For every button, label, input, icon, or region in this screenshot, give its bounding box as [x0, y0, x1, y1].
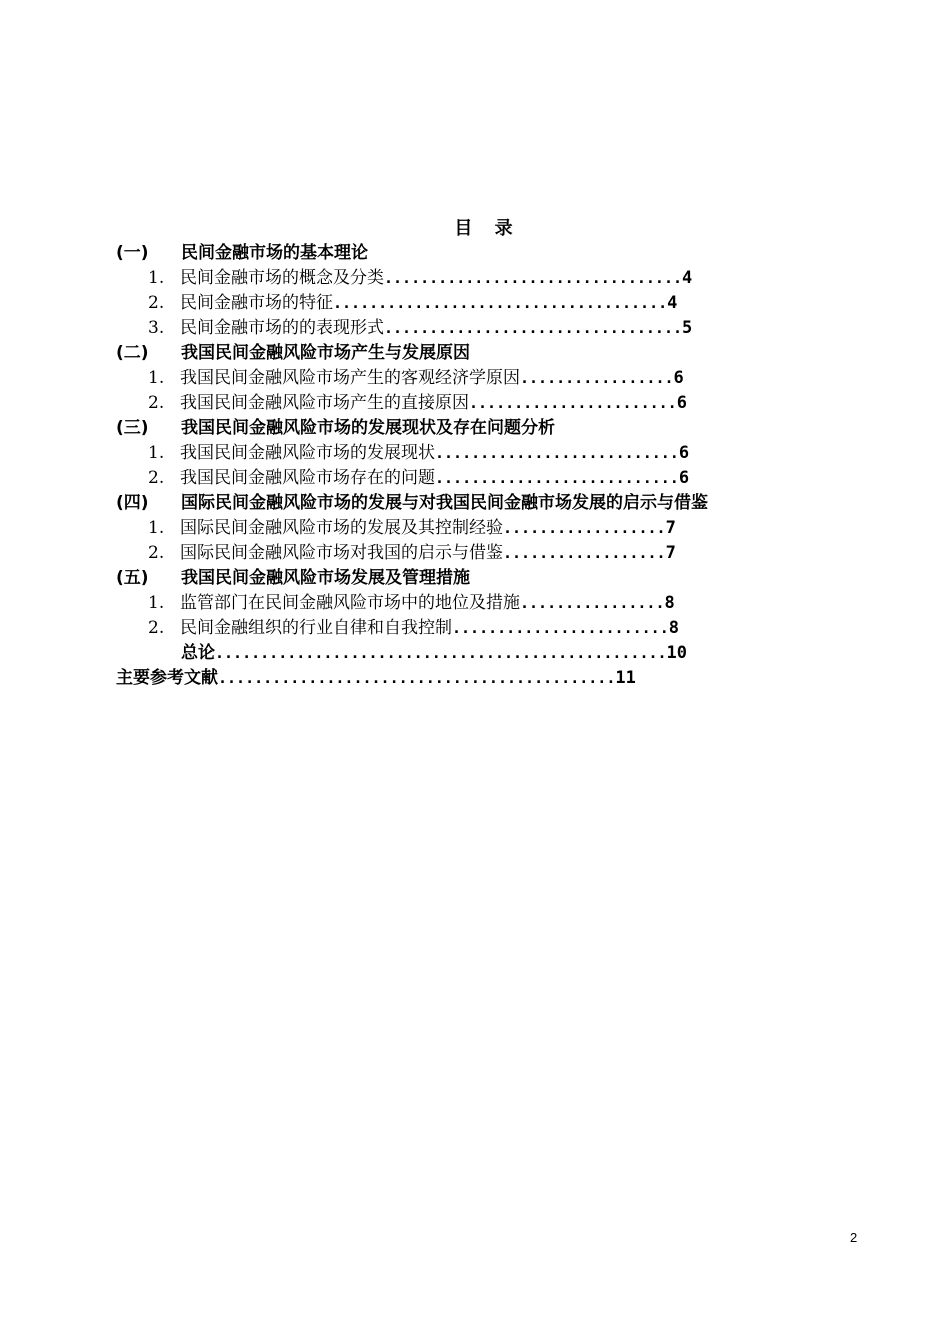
- toc-entry-label: 我国民间金融风险市场产生的客观经济学原因: [180, 368, 520, 388]
- toc-section-label: 国际民间金融风险市场的发展与对我国民间金融市场发展的启示与借鉴: [181, 493, 708, 513]
- toc-entry-references[interactable]: [116, 666, 636, 690]
- toc-leader-dots: .....................................: [333, 294, 668, 312]
- toc-entry-label: 民间金融市场的概念及分类: [180, 268, 384, 288]
- toc-page-number: 6: [676, 393, 687, 413]
- toc-leader-dots: ..................................................: [215, 644, 667, 662]
- toc-entry[interactable]: [148, 441, 689, 465]
- toc-entry-label: 民间金融市场的的表现形式: [180, 318, 384, 338]
- toc-page-number: 7: [665, 518, 676, 538]
- toc-entry-label: 国际民间金融风险市场的发展及其控制经验: [180, 518, 503, 538]
- toc-page-number: 5: [682, 318, 693, 338]
- toc-leader-dots: ..................: [503, 519, 666, 537]
- toc-entry-label: 监管部门在民间金融风险市场中的地位及措施: [180, 593, 520, 613]
- toc-entry-number: 2.: [148, 293, 165, 313]
- toc-entry-number: 2.: [148, 468, 165, 488]
- toc-page-number: 4: [667, 293, 678, 313]
- toc-section-number: (五): [116, 568, 149, 588]
- toc-section-number: (三): [116, 418, 149, 438]
- toc-section-label: 民间金融市场的基本理论: [181, 243, 368, 263]
- toc-entry[interactable]: [148, 366, 684, 390]
- toc-page-number: 6: [678, 443, 690, 463]
- toc-entry-label: 民间金融组织的行业自律和自我控制: [180, 618, 452, 638]
- toc-leader-dots: ................: [520, 594, 665, 612]
- toc-entry-number: 1.: [148, 268, 165, 288]
- toc-leader-dots: ........................: [452, 619, 669, 637]
- toc-page-number: 10: [666, 643, 688, 663]
- toc-entry-number: 3.: [148, 318, 165, 338]
- toc-entry[interactable]: [148, 291, 677, 315]
- toc-leader-dots: .......................: [469, 394, 677, 412]
- toc-entry-number: 1.: [148, 593, 165, 613]
- toc-page-number: 8: [664, 593, 675, 613]
- toc-page-number: 6: [673, 368, 684, 388]
- toc-section-5[interactable]: [116, 566, 470, 590]
- toc-page-number: 8: [668, 618, 679, 638]
- toc-page-number: 7: [665, 543, 676, 563]
- toc-entry[interactable]: [148, 316, 692, 340]
- toc-leader-dots: .................................: [384, 269, 683, 287]
- toc-entry-label: 我国民间金融风险市场产生的直接原因: [180, 393, 469, 413]
- toc-entry[interactable]: [148, 266, 692, 290]
- toc-entry[interactable]: [148, 466, 689, 490]
- toc-entry[interactable]: [148, 616, 679, 640]
- toc-entry-number: 1.: [148, 443, 165, 463]
- toc-entry-label: 民间金融市场的特征: [180, 293, 333, 313]
- toc-leader-dots: .................: [520, 369, 674, 387]
- toc-leader-dots: .................................: [384, 319, 683, 337]
- toc-section-label: 我国民间金融风险市场发展及管理措施: [181, 568, 470, 588]
- toc-leader-dots: ............................................: [218, 669, 616, 687]
- toc-section-label: 我国民间金融风险市场的发展现状及存在问题分析: [181, 418, 555, 438]
- toc-leader-dots: ...........................: [435, 469, 679, 487]
- toc-entry[interactable]: [148, 391, 687, 415]
- toc-entry-number: 1.: [148, 518, 165, 538]
- toc-section-3[interactable]: [116, 416, 555, 440]
- toc-entry-number: 1.: [148, 368, 165, 388]
- toc-page-number: 4: [682, 268, 693, 288]
- toc-entry-number: 2.: [148, 393, 165, 413]
- toc-section-label: 我国民间金融风险市场产生与发展原因: [181, 343, 470, 363]
- toc-leader-dots: ...........................: [435, 444, 679, 462]
- toc-entry-number: 2.: [148, 618, 165, 638]
- toc-section-number: (二): [116, 343, 149, 363]
- toc-section-1[interactable]: [116, 241, 368, 265]
- toc-entry-conclusion[interactable]: [181, 641, 687, 665]
- page-number: 2: [850, 1230, 858, 1245]
- toc-section-number: (四): [116, 493, 149, 513]
- toc-page-number: 11: [615, 668, 636, 688]
- toc-entry-label: 主要参考文献: [116, 668, 218, 688]
- toc-entry-number: 2.: [148, 543, 165, 563]
- toc-page-number: 6: [678, 468, 690, 488]
- toc-entry[interactable]: [148, 541, 676, 565]
- toc-title: 目 录: [454, 218, 521, 239]
- toc-entry-label: 总论: [181, 643, 215, 663]
- toc-entry[interactable]: [148, 516, 676, 540]
- toc-entry-label: 我国民间金融风险市场存在的问题: [180, 468, 435, 488]
- toc-entry-label: 国际民间金融风险市场对我国的启示与借鉴: [180, 543, 503, 563]
- toc-entry[interactable]: [148, 591, 675, 615]
- toc-section-4[interactable]: [116, 491, 708, 515]
- toc-entry-label: 我国民间金融风险市场的发展现状: [180, 443, 435, 463]
- toc-leader-dots: ..................: [503, 544, 666, 562]
- toc-section-2[interactable]: [116, 341, 470, 365]
- toc-section-number: (一): [116, 243, 149, 263]
